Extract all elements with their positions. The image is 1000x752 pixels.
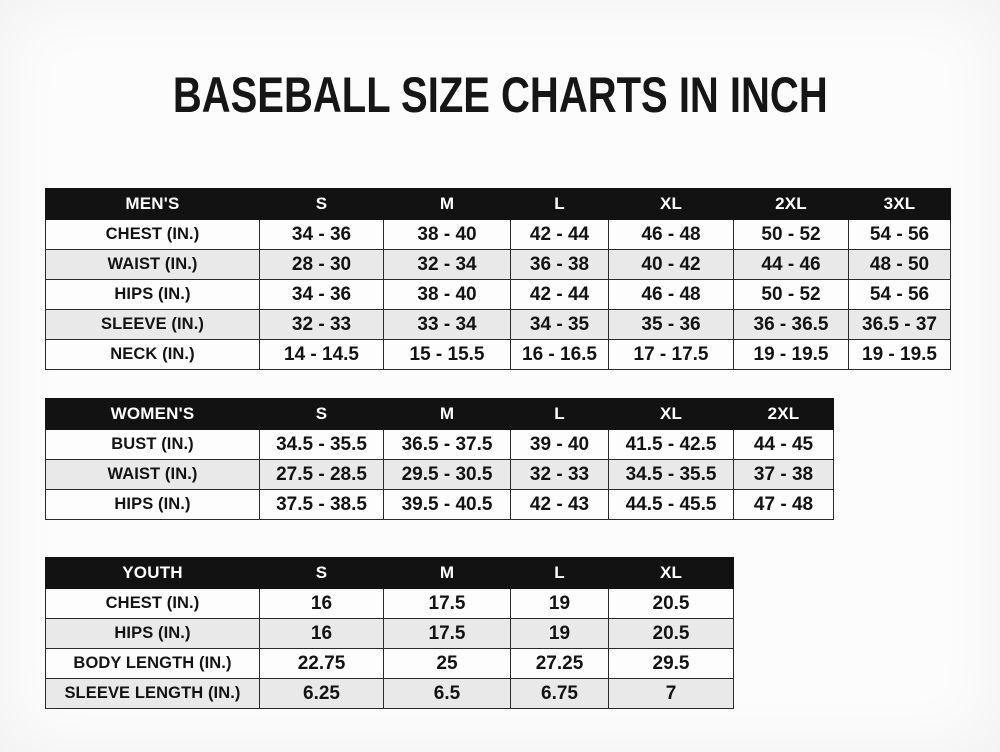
row-label: HIPS (IN.) — [46, 619, 260, 649]
size-value-cell: 41.5 - 42.5 — [609, 430, 734, 460]
size-value-cell: 34.5 - 35.5 — [609, 460, 734, 490]
row-label: SLEEVE LENGTH (IN.) — [46, 679, 260, 709]
row-label: BODY LENGTH (IN.) — [46, 649, 260, 679]
size-value-cell: 44.5 - 45.5 — [609, 490, 734, 520]
size-value-cell: 36 - 38 — [511, 250, 609, 280]
size-value-cell: 47 - 48 — [734, 490, 834, 520]
table-row — [46, 619, 734, 649]
youth-size-table-section — [45, 557, 734, 709]
size-value-cell: 32 - 33 — [511, 460, 609, 490]
size-value-cell: 29.5 — [609, 649, 734, 679]
size-value-cell: 36.5 - 37 — [849, 310, 951, 340]
size-value-cell: 6.75 — [511, 679, 609, 709]
size-value-cell: 28 - 30 — [260, 250, 384, 280]
size-value-cell: 50 - 52 — [734, 220, 849, 250]
size-column-header: XL — [609, 399, 734, 430]
size-column-header: 2XL — [734, 189, 849, 220]
row-label: SLEEVE (IN.) — [46, 310, 260, 340]
row-label: WAIST (IN.) — [46, 250, 260, 280]
size-value-cell: 48 - 50 — [849, 250, 951, 280]
size-value-cell: 37.5 - 38.5 — [260, 490, 384, 520]
size-value-cell: 20.5 — [609, 619, 734, 649]
table-header-row — [46, 399, 834, 430]
row-label: CHEST (IN.) — [46, 220, 260, 250]
size-value-cell: 54 - 56 — [849, 220, 951, 250]
size-column-header: S — [260, 399, 384, 430]
size-value-cell: 46 - 48 — [609, 280, 734, 310]
table-row — [46, 220, 951, 250]
size-value-cell: 19 — [511, 619, 609, 649]
row-label: NECK (IN.) — [46, 340, 260, 370]
size-column-header: M — [384, 399, 511, 430]
size-value-cell: 32 - 33 — [260, 310, 384, 340]
size-value-cell: 42 - 44 — [511, 220, 609, 250]
size-value-cell: 42 - 43 — [511, 490, 609, 520]
size-value-cell: 39 - 40 — [511, 430, 609, 460]
table-row — [46, 490, 834, 520]
size-value-cell: 15 - 15.5 — [384, 340, 511, 370]
size-value-cell: 44 - 45 — [734, 430, 834, 460]
mens-size-table-section — [45, 188, 951, 370]
size-column-header: L — [511, 189, 609, 220]
size-column-header: 3XL — [849, 189, 951, 220]
table-row — [46, 250, 951, 280]
youth-size-table — [45, 557, 734, 709]
size-column-header: XL — [609, 558, 734, 589]
size-value-cell: 14 - 14.5 — [260, 340, 384, 370]
size-value-cell: 34.5 - 35.5 — [260, 430, 384, 460]
size-value-cell: 6.5 — [384, 679, 511, 709]
size-value-cell: 19 — [511, 589, 609, 619]
size-column-header: S — [260, 189, 384, 220]
size-value-cell: 16 — [260, 619, 384, 649]
size-column-header: L — [511, 399, 609, 430]
mens-size-table — [45, 188, 951, 370]
table-row — [46, 280, 951, 310]
size-value-cell: 20.5 — [609, 589, 734, 619]
row-label: WAIST (IN.) — [46, 460, 260, 490]
size-value-cell: 42 - 44 — [511, 280, 609, 310]
size-value-cell: 17.5 — [384, 589, 511, 619]
row-label: BUST (IN.) — [46, 430, 260, 460]
size-value-cell: 34 - 35 — [511, 310, 609, 340]
size-column-header: 2XL — [734, 399, 834, 430]
size-value-cell: 19 - 19.5 — [849, 340, 951, 370]
table-row — [46, 430, 834, 460]
size-value-cell: 27.5 - 28.5 — [260, 460, 384, 490]
size-value-cell: 38 - 40 — [384, 220, 511, 250]
row-label: HIPS (IN.) — [46, 280, 260, 310]
size-column-header: L — [511, 558, 609, 589]
page-title — [0, 67, 1000, 123]
table-header-row — [46, 558, 734, 589]
table-row — [46, 649, 734, 679]
womens-size-table-section — [45, 398, 834, 520]
size-value-cell: 54 - 56 — [849, 280, 951, 310]
table-row — [46, 679, 734, 709]
table-header-row — [46, 189, 951, 220]
size-value-cell: 36.5 - 37.5 — [384, 430, 511, 460]
group-header: MEN'S — [46, 189, 260, 220]
row-label: CHEST (IN.) — [46, 589, 260, 619]
size-value-cell: 7 — [609, 679, 734, 709]
size-column-header: XL — [609, 189, 734, 220]
size-value-cell: 40 - 42 — [609, 250, 734, 280]
size-value-cell: 34 - 36 — [260, 220, 384, 250]
size-value-cell: 27.25 — [511, 649, 609, 679]
group-header: YOUTH — [46, 558, 260, 589]
size-column-header: M — [384, 558, 511, 589]
size-value-cell: 16 — [260, 589, 384, 619]
size-value-cell: 36 - 36.5 — [734, 310, 849, 340]
group-header: WOMEN'S — [46, 399, 260, 430]
size-value-cell: 32 - 34 — [384, 250, 511, 280]
table-row — [46, 340, 951, 370]
size-value-cell: 33 - 34 — [384, 310, 511, 340]
size-value-cell: 37 - 38 — [734, 460, 834, 490]
table-row — [46, 310, 951, 340]
size-value-cell: 17 - 17.5 — [609, 340, 734, 370]
size-value-cell: 17.5 — [384, 619, 511, 649]
size-value-cell: 34 - 36 — [260, 280, 384, 310]
size-value-cell: 46 - 48 — [609, 220, 734, 250]
size-value-cell: 38 - 40 — [384, 280, 511, 310]
size-value-cell: 16 - 16.5 — [511, 340, 609, 370]
size-value-cell: 50 - 52 — [734, 280, 849, 310]
table-row — [46, 460, 834, 490]
size-value-cell: 44 - 46 — [734, 250, 849, 280]
size-value-cell: 35 - 36 — [609, 310, 734, 340]
table-row — [46, 589, 734, 619]
row-label: HIPS (IN.) — [46, 490, 260, 520]
size-column-header: S — [260, 558, 384, 589]
womens-size-table — [45, 398, 834, 520]
size-value-cell: 29.5 - 30.5 — [384, 460, 511, 490]
page-title-text: BASEBALL SIZE CHARTS IN INCH — [172, 67, 828, 123]
size-value-cell: 25 — [384, 649, 511, 679]
size-value-cell: 6.25 — [260, 679, 384, 709]
size-column-header: M — [384, 189, 511, 220]
size-value-cell: 39.5 - 40.5 — [384, 490, 511, 520]
size-value-cell: 22.75 — [260, 649, 384, 679]
size-value-cell: 19 - 19.5 — [734, 340, 849, 370]
